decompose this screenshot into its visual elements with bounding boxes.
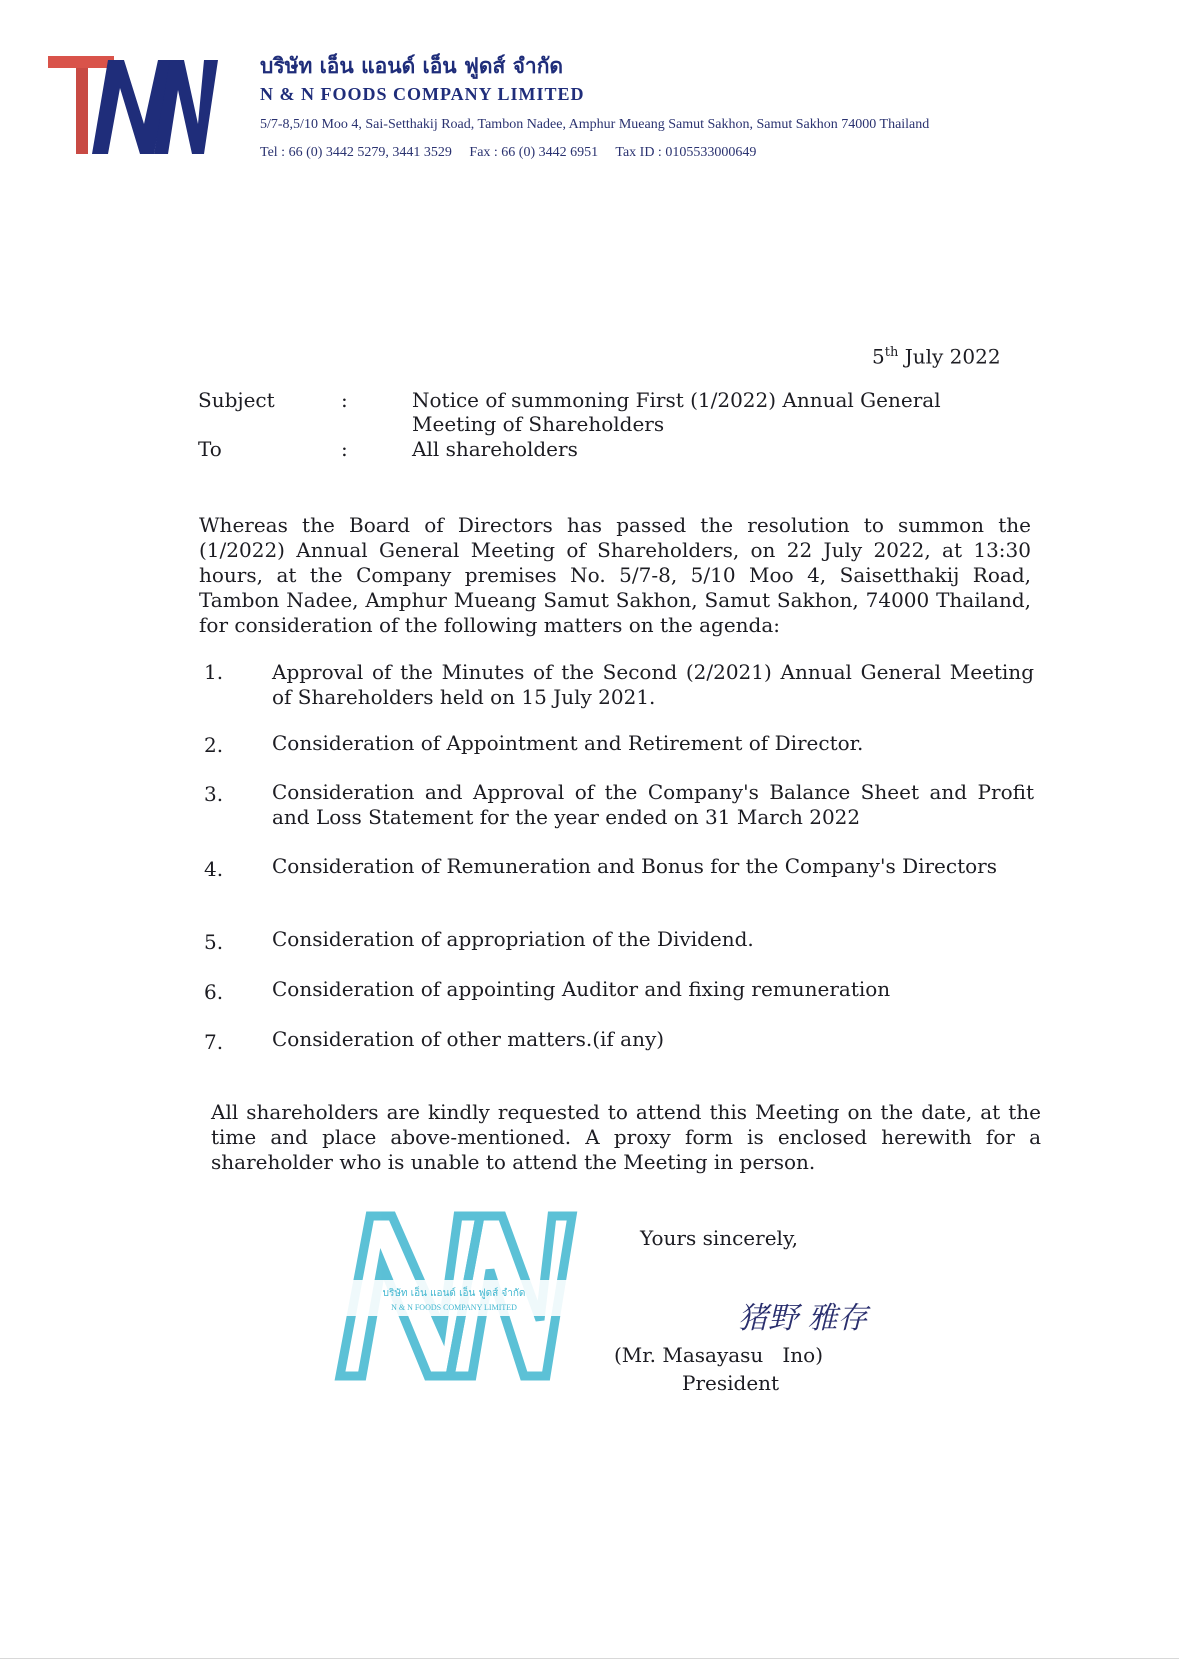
- letter-date: 5th July 2022: [872, 344, 1001, 369]
- agenda-item: Consideration of appointing Auditor and fixing remuneration: [272, 977, 891, 1001]
- agenda-item: Consideration of Appointment and Retirement of Director.: [272, 731, 864, 755]
- company-address: 5/7-8,5/10 Moo 4, Sai-Setthakij Road, Tambon Nadee, Amphur Mueang Samut Sakhon, Samut Sakhon 74000 Thailand: [260, 117, 930, 132]
- telephone: Tel : 66 (0) 3442 5279, 3441 3529: [260, 145, 452, 160]
- to-colon: :: [341, 437, 348, 461]
- subject-colon: :: [341, 388, 348, 412]
- to-value: All shareholders: [412, 437, 578, 461]
- agenda-number: 3.: [204, 782, 224, 806]
- closing-paragraph: All shareholders are kindly requested to attend this Meeting on the date, at the time and place above-mentioned. A proxy form is enclosed herewith for a shareholder who is unable to attend the Meeting in person.: [211, 1100, 1041, 1174]
- agenda-number: 6.: [204, 980, 224, 1004]
- agenda-number: 4.: [204, 857, 224, 881]
- page-edge-line: [0, 1658, 1179, 1659]
- signatory-name: (Mr. Masayasu Ino): [614, 1343, 824, 1367]
- agenda-item: Consideration and Approval of the Company's Balance Sheet and Profit and Loss Statement for the year ended on 31 March 2022: [272, 780, 1034, 829]
- agenda-number: 7.: [204, 1030, 224, 1054]
- fax: Fax : 66 (0) 3442 6951: [469, 145, 599, 160]
- closing-salutation: Yours sincerely,: [640, 1226, 798, 1250]
- company-stamp: [330, 1210, 578, 1382]
- svg-text:บริษัท เอ็น แอนด์ เอ็น ฟูดส์ จ: บริษัท เอ็น แอนด์ เอ็น ฟูดส์ จำกัด: [382, 1288, 526, 1299]
- agenda-number: 5.: [204, 930, 224, 954]
- to-label: To: [198, 437, 222, 461]
- svg-text:猪野 雅存: 猪野 雅存: [738, 1301, 868, 1336]
- company-contact: [260, 145, 770, 161]
- subject-line-2: Meeting of Shareholders: [412, 412, 665, 436]
- company-logo: [48, 54, 218, 158]
- tax-id: Tax ID : 0105533000649: [615, 145, 757, 160]
- agenda-number: 2.: [204, 733, 224, 757]
- subject-line-1: Notice of summoning First (1/2022) Annual General: [412, 388, 941, 412]
- agenda-number: 1.: [204, 660, 224, 684]
- company-name-thai: บริษัท เอ็น แอนด์ เอ็น ฟูดส์ จำกัด: [260, 54, 564, 78]
- agenda-item: Consideration of appropriation of the Dividend.: [272, 927, 754, 951]
- company-name-english: N & N FOODS COMPANY LIMITED: [260, 84, 585, 104]
- svg-text:N & N FOODS COMPANY LIMITED: N & N FOODS COMPANY LIMITED: [391, 1303, 517, 1312]
- subject-label: Subject: [198, 388, 275, 412]
- agenda-item: Consideration of other matters.(if any): [272, 1027, 665, 1051]
- agenda-item: Consideration of Remuneration and Bonus for the Company's Directors: [272, 854, 997, 878]
- signatory-title: President: [682, 1371, 780, 1395]
- agenda-item: Approval of the Minutes of the Second (2/2021) Annual General Meeting of Shareholders held on 15 July 2021.: [272, 660, 1034, 709]
- intro-paragraph: Whereas the Board of Directors has passed the resolution to summon the (1/2022) Annual General Meeting of Shareholders, on 22 July 2022, at 13:30 hours, at the Company premises No. 5/7-8, 5/10 Moo 4, Saisetthakij Road, Tambon Nadee, Amphur Mueang Samut Sakhon, Samut Sakhon, 74000 Thailand, for consideration of the following matters on the agenda:: [199, 513, 1031, 637]
- handwritten-signature: [738, 1290, 938, 1340]
